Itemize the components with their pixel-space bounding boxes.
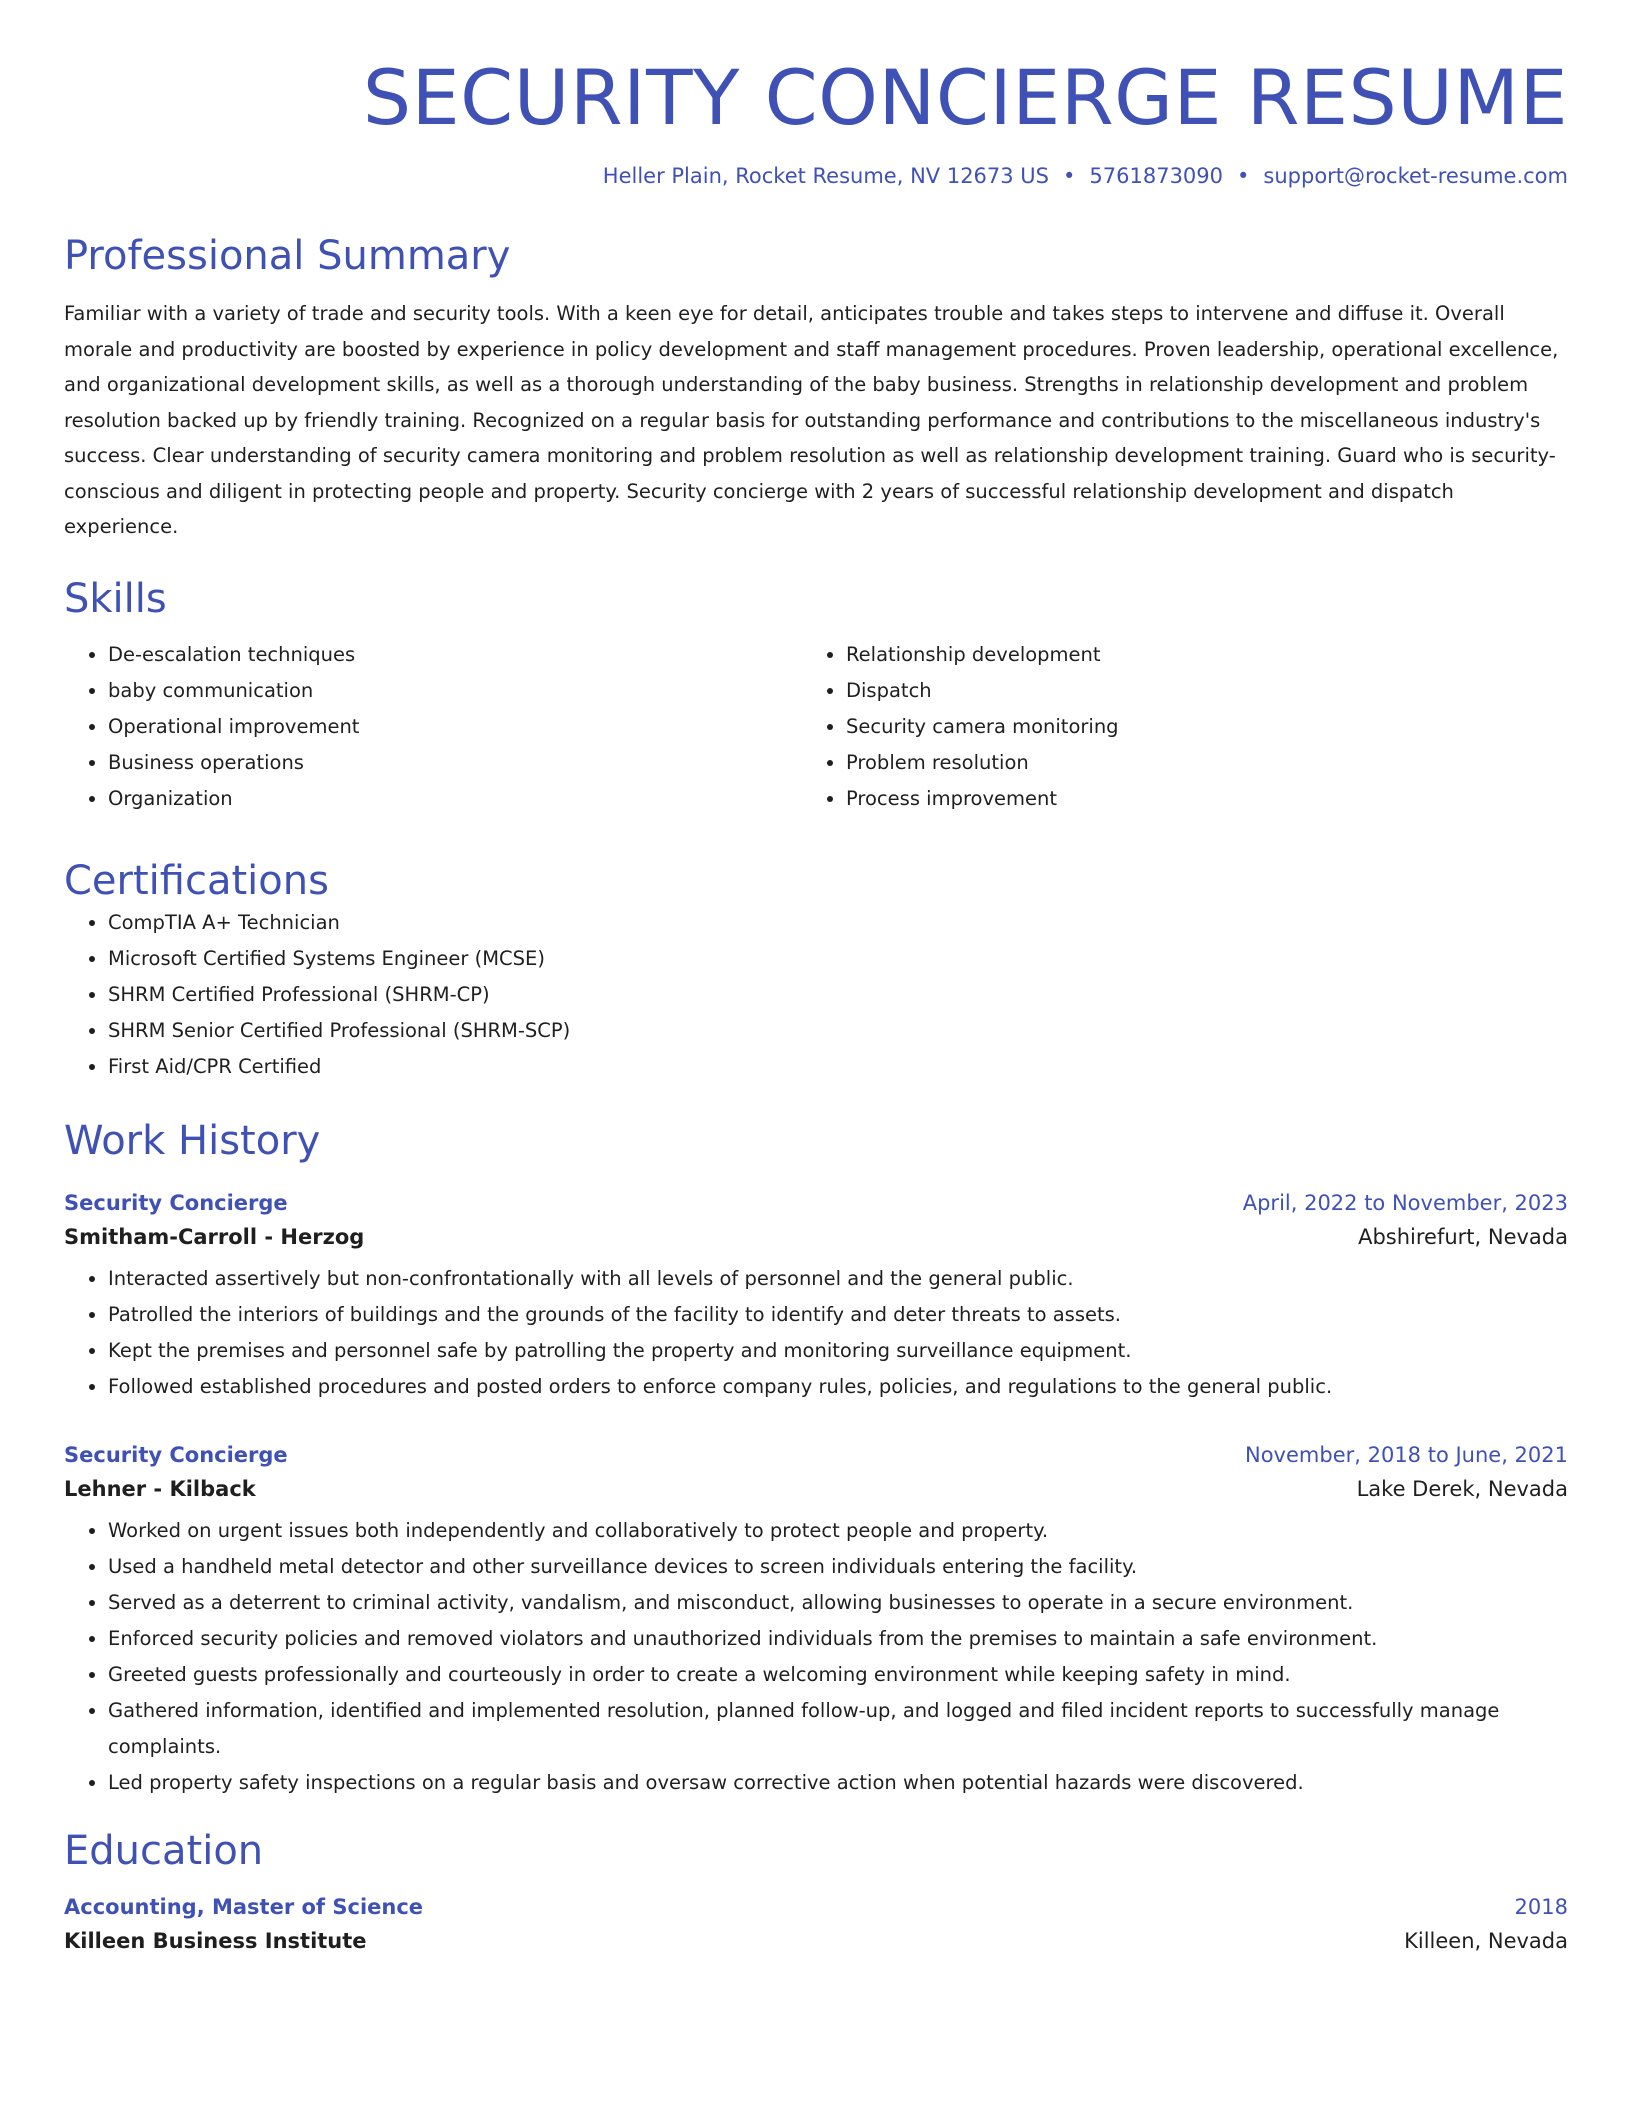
skill-item: • Dispatch xyxy=(846,673,1540,709)
job-bullet: • Patrolled the interiors of buildings and the grounds of the facility to identify and deter threats to assets. xyxy=(108,1297,1568,1333)
skill-item: • Security camera monitoring xyxy=(846,709,1540,745)
resume-header xyxy=(64,52,1568,190)
contact-line xyxy=(64,163,1568,190)
job-bullet: • Led property safety inspections on a regular basis and oversaw corrective action when potential hazards were discovered. xyxy=(108,1765,1568,1801)
certifications-heading: Certifications xyxy=(64,857,329,904)
education-location: Killeen, Nevada xyxy=(1404,1928,1568,1953)
certification-item: • CompTIA A+ Technician xyxy=(108,905,1568,941)
certification-item: • First Aid/CPR Certified xyxy=(108,1049,1568,1085)
certification-item: • SHRM Certified Professional (SHRM-CP) xyxy=(108,977,1568,1013)
education-school: Killeen Business Institute xyxy=(64,1928,367,1953)
skills-heading: Skills xyxy=(64,575,167,622)
skill-item: • De-escalation techniques xyxy=(108,637,802,673)
contact-address: Heller Plain, Rocket Resume, NV 12673 US xyxy=(602,164,1050,189)
skills-column-right xyxy=(802,637,1540,817)
job-bullet: • Gathered information, identified and implemented resolution, planned follow-up, and logged and filed incident reports to successfully manage complaints. xyxy=(108,1693,1568,1765)
job-bullet: • Kept the premises and personnel safe by patrolling the property and monitoring surveillance equipment. xyxy=(108,1333,1568,1369)
contact-email[interactable]: support@rocket-resume.com xyxy=(1263,164,1568,189)
certification-item: • SHRM Senior Certified Professional (SHRM-SCP) xyxy=(108,1013,1568,1049)
skill-item: • baby communication xyxy=(108,673,802,709)
job-bullet: • Greeted guests professionally and courteously in order to create a welcoming environment while keeping safety in mind. xyxy=(108,1657,1568,1693)
resume-name: SECURITY CONCIERGE RESUME xyxy=(362,53,1568,142)
job-title: Security Concierge xyxy=(64,1190,288,1215)
job-bullet: • Served as a deterrent to criminal activity, vandalism, and misconduct, allowing businesses to operate in a secure environment. xyxy=(108,1585,1568,1621)
job-bullet: • Used a handheld metal detector and other surveillance devices to screen individuals entering the facility. xyxy=(108,1549,1568,1585)
education-degree-row xyxy=(64,1895,1568,1919)
job-bullets xyxy=(64,1513,1568,1801)
job-bullet: • Followed established procedures and posted orders to enforce company rules, policies, and regulations to the general public. xyxy=(108,1369,1568,1405)
skill-item: • Business operations xyxy=(108,745,802,781)
certifications-list xyxy=(64,905,1568,1085)
education-school-row xyxy=(64,1929,1568,1953)
skill-item: • Process improvement xyxy=(846,781,1540,817)
job-bullet: • Interacted assertively but non-confrontationally with all levels of personnel and the general public. xyxy=(108,1261,1568,1297)
job-bullets xyxy=(64,1261,1568,1405)
job-company-row xyxy=(64,1225,1568,1249)
skill-item: • Organization xyxy=(108,781,802,817)
skills-column-left xyxy=(64,637,802,817)
job-dates: November, 2018 to June, 2021 xyxy=(1245,1442,1568,1467)
skills-grid xyxy=(64,637,1568,817)
work-history-heading: Work History xyxy=(64,1117,321,1164)
skill-item: • Problem resolution xyxy=(846,745,1540,781)
skill-item: • Relationship development xyxy=(846,637,1540,673)
certification-item: • Microsoft Certified Systems Engineer (MCSE) xyxy=(108,941,1568,977)
job-bullet: • Enforced security policies and removed violators and unauthorized individuals from the premises to maintain a safe environment. xyxy=(108,1621,1568,1657)
summary-heading: Professional Summary xyxy=(64,233,511,280)
skill-item: • Operational improvement xyxy=(108,709,802,745)
job-company-row xyxy=(64,1477,1568,1501)
education-degree: Accounting, Master of Science xyxy=(64,1894,424,1919)
job-header-row xyxy=(64,1191,1568,1215)
job-entry xyxy=(64,1443,1568,1801)
job-company: Smitham-Carroll - Herzog xyxy=(64,1224,365,1249)
summary-text: Familiar with a variety of trade and security tools. With a keen eye for detail, anticipates trouble and takes steps to intervene and diffuse it. Overall morale and productivity are boosted by experience in policy development and staff management procedures. Proven leadership, operational excellence, and organizational development skills, as well as a thorough understanding of the baby business. Strengths in relationship development and problem resolution backed up by friendly training. Recognized on a regular basis for outstanding performance and contributions to the miscellaneous industry's success. Clear understanding of security camera monitoring and problem resolution as well as relationship development training. Guard who is security-conscious and diligent in protecting people and property. Security concierge with 2 years of successful relationship development and dispatch experience. xyxy=(64,302,1559,539)
education-entry xyxy=(64,1895,1568,1953)
contact-separator: • xyxy=(1237,164,1250,189)
contact-phone: 5761873090 xyxy=(1089,164,1224,189)
contact-separator: • xyxy=(1063,164,1076,189)
job-header-row xyxy=(64,1443,1568,1467)
job-bullet: • Worked on urgent issues both independently and collaboratively to protect people and property. xyxy=(108,1513,1568,1549)
education-year: 2018 xyxy=(1514,1894,1568,1919)
job-location: Abshirefurt, Nevada xyxy=(1358,1224,1568,1249)
job-location: Lake Derek, Nevada xyxy=(1356,1476,1568,1501)
job-title: Security Concierge xyxy=(64,1442,288,1467)
job-dates: April, 2022 to November, 2023 xyxy=(1242,1190,1568,1215)
job-company: Lehner - Kilback xyxy=(64,1476,256,1501)
education-heading: Education xyxy=(64,1827,264,1874)
job-entry xyxy=(64,1191,1568,1405)
